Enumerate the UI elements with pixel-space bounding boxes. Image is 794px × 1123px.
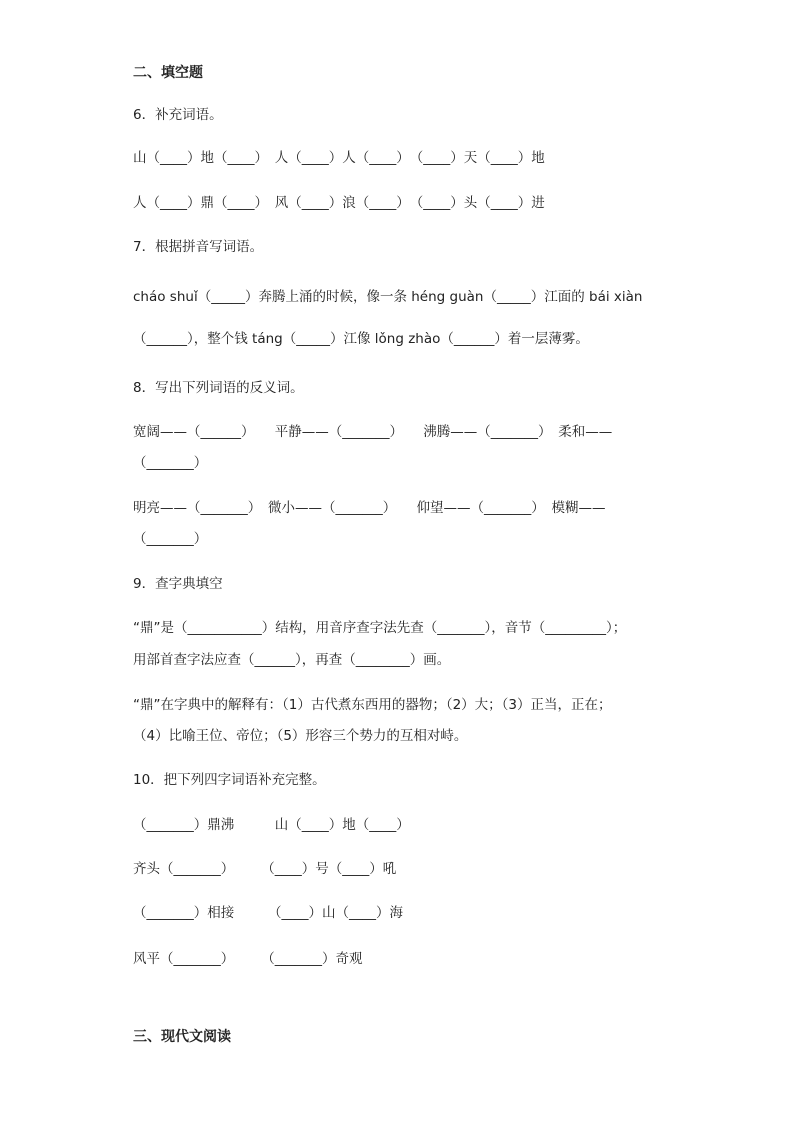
question-9-paragraph-2b: （4）比喻王位、帝位；（5）形容三个势力的互相对峙。 bbox=[133, 728, 468, 744]
question-8-row-2-continued: （_______） bbox=[133, 531, 208, 547]
section-3-title: 三、现代文阅读 bbox=[133, 1029, 231, 1045]
question-7-title: 7．根据拼音写词语。 bbox=[133, 239, 264, 255]
question-8-row-1: 宽阔——（______） 平静——（_______） 沸腾——（_______） 柔和—— bbox=[133, 424, 613, 440]
question-8-row-2: 明亮——（_______） 微小——（_______） 仰望——（_______） 模糊—— bbox=[133, 500, 606, 516]
question-6-row-2: 人（____）鼎（____） 风（____）浪（____） （____）头（____）进 bbox=[133, 195, 545, 211]
question-10-row-1: （_______）鼎沸 山（____）地（____） bbox=[133, 817, 410, 833]
question-10-row-2: 齐头（_______） （____）号（____）吼 bbox=[133, 861, 397, 877]
question-10-title: 10．把下列四字词语补充完整。 bbox=[133, 772, 326, 788]
question-7-line-1: cháo shuǐ（_____）奔腾上涌的时候，像一条 héng guàn（_____）江面的 bái xiàn bbox=[133, 289, 643, 305]
question-10-row-4: 风平（_______） （_______）奇观 bbox=[133, 951, 363, 967]
question-9-title: 9．查字典填空 bbox=[133, 576, 223, 592]
question-7-line-2: （______），整个钱 táng（_____）江像 lǒng zhào（______）着一层薄雾。 bbox=[133, 331, 589, 347]
section-2-title: 二、填空题 bbox=[133, 65, 203, 81]
question-9-paragraph-1b: 用部首查字法应查（______），再查（________）画。 bbox=[133, 652, 451, 668]
question-6-row-1: 山（____）地（____） 人（____）人（____） （____）天（____）地 bbox=[133, 150, 545, 166]
question-9-paragraph-2a: “鼎”在字典中的解释有：（1）古代煮东西用的器物；（2）大；（3）正当，正在； bbox=[133, 697, 612, 713]
question-10-row-3: （_______）相接 （____）山（____）海 bbox=[133, 905, 403, 921]
question-6-title: 6．补充词语。 bbox=[133, 107, 223, 123]
question-9-paragraph-1a: “鼎”是（___________）结构，用音序查字法先查（_______），音节（_________）； bbox=[133, 620, 627, 636]
question-8-row-1-continued: （_______） bbox=[133, 455, 208, 471]
question-8-title: 8．写出下列词语的反义词。 bbox=[133, 380, 304, 396]
